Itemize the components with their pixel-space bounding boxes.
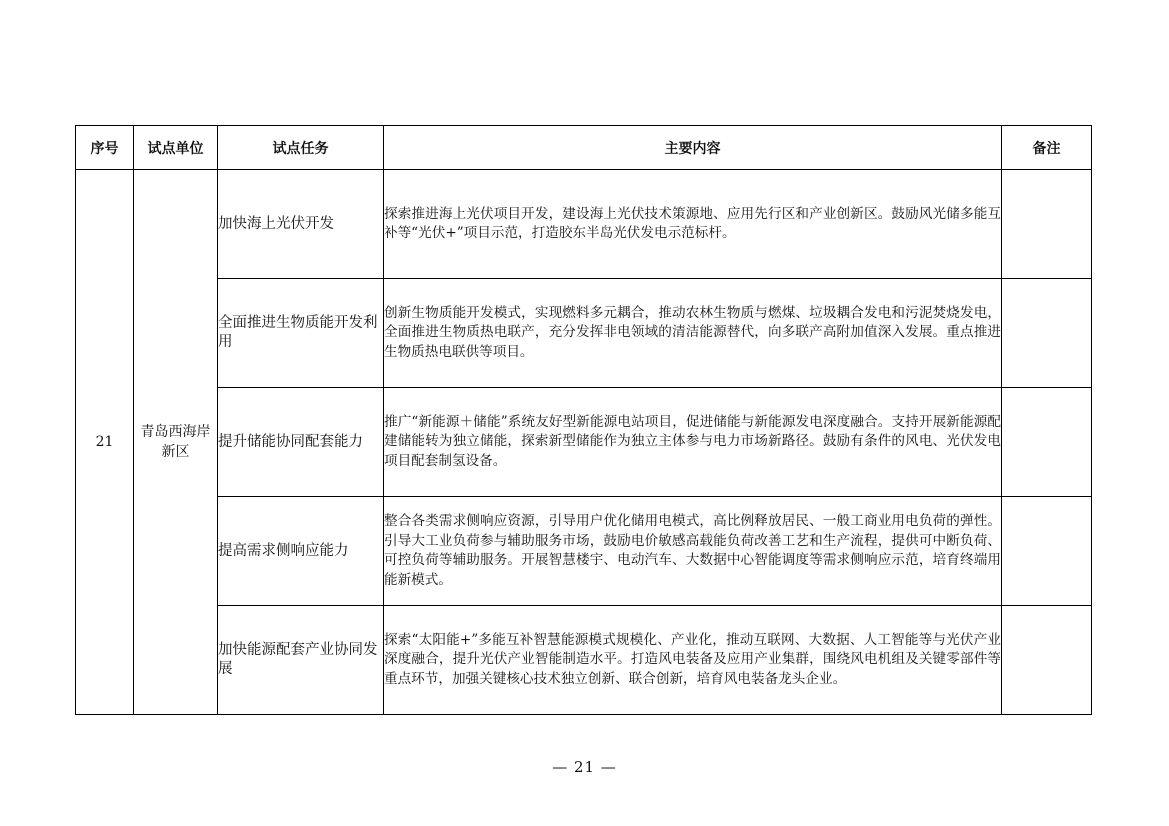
- table-row: [76, 279, 1092, 388]
- task-cell: 提升储能协同配套能力: [218, 388, 384, 497]
- header-unit: 试点单位: [134, 126, 218, 170]
- content-cell: 整合各类需求侧响应资源，引导用户优化储用电模式，高比例释放居民、一般工商业用电负荷的弹性。引导大工业负荷参与辅助服务市场，鼓励电价敏感高载能负荷改善工艺和生产流程，提供可中断负荷、可控负荷等辅助服务。开展智慧楼宇、电动汽车、大数据中心智能调度等需求侧响应示范，培育终端用能新模式。: [384, 497, 1002, 606]
- table-header-row: [76, 126, 1092, 170]
- content-cell: 推广“新能源＋储能”系统友好型新能源电站项目，促进储能与新能源发电深度融合。支持开展新能源配建储能转为独立储能，探索新型储能作为独立主体参与电力市场新路径。鼓励有条件的风电、光伏发电项目配套制氢设备。: [384, 388, 1002, 497]
- header-seq: 序号: [76, 126, 134, 170]
- content-cell: 探索推进海上光伏项目开发，建设海上光伏技术策源地、应用先行区和产业创新区。鼓励风光储多能互补等“光伏+”项目示范，打造胶东半岛光伏发电示范标杆。: [384, 170, 1002, 279]
- task-cell: 全面推进生物质能开发利用: [218, 279, 384, 388]
- content-cell: 创新生物质能开发模式，实现燃料多元耦合，推动农林生物质与燃煤、垃圾耦合发电和污泥焚烧发电，全面推进生物质热电联产，充分发挥非电领域的清洁能源替代，向多联产高附加值深入发展。重点推进生物质热电联供等项目。: [384, 279, 1002, 388]
- task-cell: 加快海上光伏开发: [218, 170, 384, 279]
- seq-cell: 21: [76, 170, 134, 715]
- table-row: [76, 388, 1092, 497]
- note-cell: [1002, 497, 1092, 606]
- unit-cell: 青岛西海岸新区: [134, 170, 218, 715]
- page-number: — 21 —: [552, 758, 617, 776]
- table-row: [76, 170, 1092, 279]
- table-row: [76, 497, 1092, 606]
- header-task: 试点任务: [218, 126, 384, 170]
- note-cell: [1002, 388, 1092, 497]
- header-content: 主要内容: [384, 126, 1002, 170]
- content-cell: 探索“太阳能+”多能互补智慧能源模式规模化、产业化，推动互联网、大数据、人工智能等与光伏产业深度融合，提升光伏产业智能制造水平。打造风电装备及应用产业集群，围绕风电机组及关键零部件等重点环节，加强关键核心技术独立创新、联合创新，培育风电装备龙头企业。: [384, 606, 1002, 715]
- note-cell: [1002, 170, 1092, 279]
- header-note: 备注: [1002, 126, 1092, 170]
- note-cell: [1002, 279, 1092, 388]
- task-cell: 加快能源配套产业协同发展: [218, 606, 384, 715]
- pilot-task-table: [75, 125, 1092, 715]
- table-row: [76, 606, 1092, 715]
- note-cell: [1002, 606, 1092, 715]
- task-cell: 提高需求侧响应能力: [218, 497, 384, 606]
